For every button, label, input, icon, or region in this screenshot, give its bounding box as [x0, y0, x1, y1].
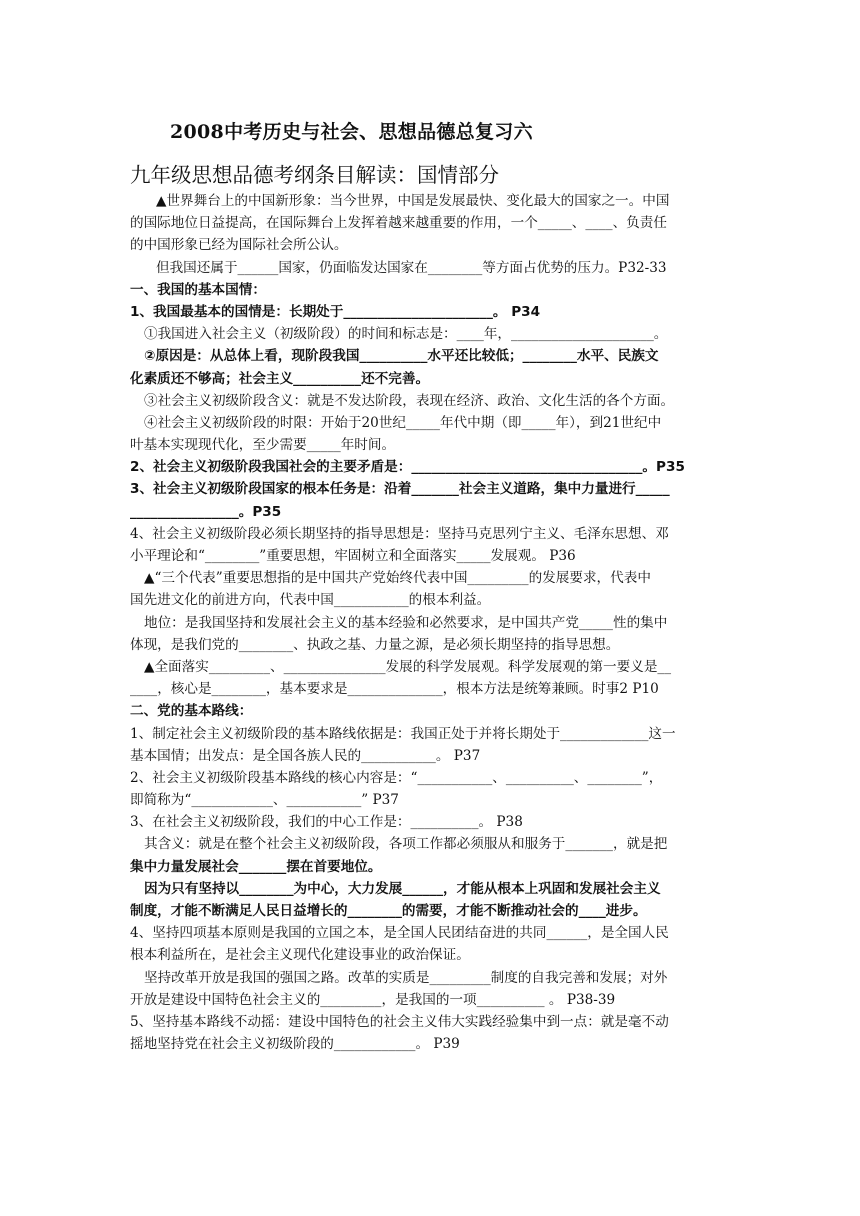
text-line: 4、坚持四项基本原则是我国的立国之本，是全国人民团结奋进的共同______，是全国人民	[130, 925, 669, 942]
text-line: ________________。P35	[130, 503, 282, 520]
text-line: 地位：是我国坚持和发展社会主义的基本经验和必然要求，是中国共产党_____性的集中	[144, 614, 668, 631]
text-line: 坚持改革开放是我国的强国之路。改革的实质是_________制度的自我完善和发展；对外	[144, 969, 668, 986]
document-subtitle: 九年级思想品德考纲条目解读：国情部分	[130, 163, 499, 187]
text-line: 的中国形象已经为国际社会所公认。	[130, 237, 348, 254]
document-body	[130, 190, 730, 1055]
text-line: 4、社会主义初级阶段必须长期坚持的指导思想是：坚持马克思列宁主义、毛泽东思想、邓	[130, 525, 669, 542]
text-line: 5、坚持基本路线不动摇：建设中国特色的社会主义伟大实践经验集中到一点：就是毫不动	[130, 1013, 669, 1030]
text-line: 的国际地位日益提高，在国际舞台上发挥着越来越重要的作用，一个_____、____、负责任	[130, 215, 667, 232]
text-line: 3、社会主义初级阶段国家的根本任务是：沿着_______社会主义道路，集中力量进行_____	[130, 481, 670, 498]
text-line: 体现，是我们党的________、执政之基、力量之源，是必须长期坚持的指导思想。	[130, 636, 620, 653]
text-line: ____，核心是________，基本要求是______________，根本方法是统筹兼顾。时事2 P10	[130, 681, 659, 698]
text-line: ①我国进入社会主义（初级阶段）的时间和标志是：____年，_____________________。	[144, 326, 668, 343]
text-line: 1、我国最基本的国情是：长期处于______________________。 P34	[130, 303, 541, 320]
text-line: ▲“三个代表”重要思想指的是中国共产党始终代表中国_________的发展要求，代表中	[144, 570, 651, 587]
text-line: 二、党的基本路线：	[130, 703, 253, 720]
text-line: 化素质还不够高；社会主义__________还不完善。	[130, 370, 430, 387]
text-line: ▲全面落实_________、_______________发展的科学发展观。科学发展观的第一要义是__	[144, 658, 672, 675]
text-line: 叶基本实现现代化，至少需要_____年时间。	[130, 437, 396, 454]
text-line: 开放是建设中国特色社会主义的_________，是我国的一项__________ 。 P38-39	[130, 991, 616, 1008]
text-line: ②原因是：从总体上看，现阶段我国__________水平还比较低；________水平、民族文	[144, 348, 659, 365]
text-line: 2、社会主义初级阶段基本路线的核心内容是：“___________、__________、________”，	[130, 769, 663, 786]
text-line: 但我国还属于______国家，仍面临发达国家在________等方面占优势的压力。P32-33	[156, 259, 667, 276]
text-line: 制度，才能不断满足人民日益增长的________的需要，才能不断推动社会的____进步。	[130, 903, 647, 919]
text-line: 1、制定社会主义初级阶段的基本路线依据是：我国正处于并将长期处于_____________这一	[130, 725, 676, 742]
text-line: 一、我国的基本国情：	[130, 281, 266, 298]
text-line: 集中力量发展社会_______摆在首要地位。	[130, 858, 382, 875]
text-line: 摇地坚持党在社会主义初级阶段的____________。 P39	[130, 1036, 460, 1053]
text-line: 国先进文化的前进方向，代表中国___________的根本利益。	[130, 592, 491, 609]
text-line: 2、社会主义初级阶段我国社会的主要矛盾是：__________________________________。P35	[130, 459, 685, 476]
text-line: ▲世界舞台上的中国新形象：当今世界，中国是发展最快、变化最大的国家之一。中国	[156, 193, 670, 209]
text-line: 3、在社会主义初级阶段，我们的中心工作是：__________。 P38	[130, 814, 523, 831]
text-line: 基本国情；出发点：是全国各族人民的___________。 P37	[130, 747, 481, 764]
text-line: 根本利益所在，是社会主义现代化建设事业的政治保证。	[130, 947, 470, 964]
text-line: ④社会主义初级阶段的时限：开始于20世纪_____年代中期（即_____年），到21世纪中	[144, 414, 662, 431]
text-line: 即简称为“____________、___________” P37	[130, 792, 399, 809]
text-line: 小平理论和“________”重要思想，牢固树立和全面落实_____发展观。 P36	[130, 548, 576, 564]
text-line: 因为只有坚持以________为中心，大力发展______，才能从根本上巩固和发展社会主义	[144, 880, 661, 897]
text-line: ③社会主义初级阶段含义：就是不发达阶段，表现在经济、政治、文化生活的各个方面。	[144, 392, 675, 409]
text-line: 其含义：就是在整个社会主义初级阶段，各项工作都必须服从和服务于_______，就是把	[144, 836, 668, 853]
document-title: 2008中考历史与社会、思想品德总复习六	[170, 121, 533, 143]
